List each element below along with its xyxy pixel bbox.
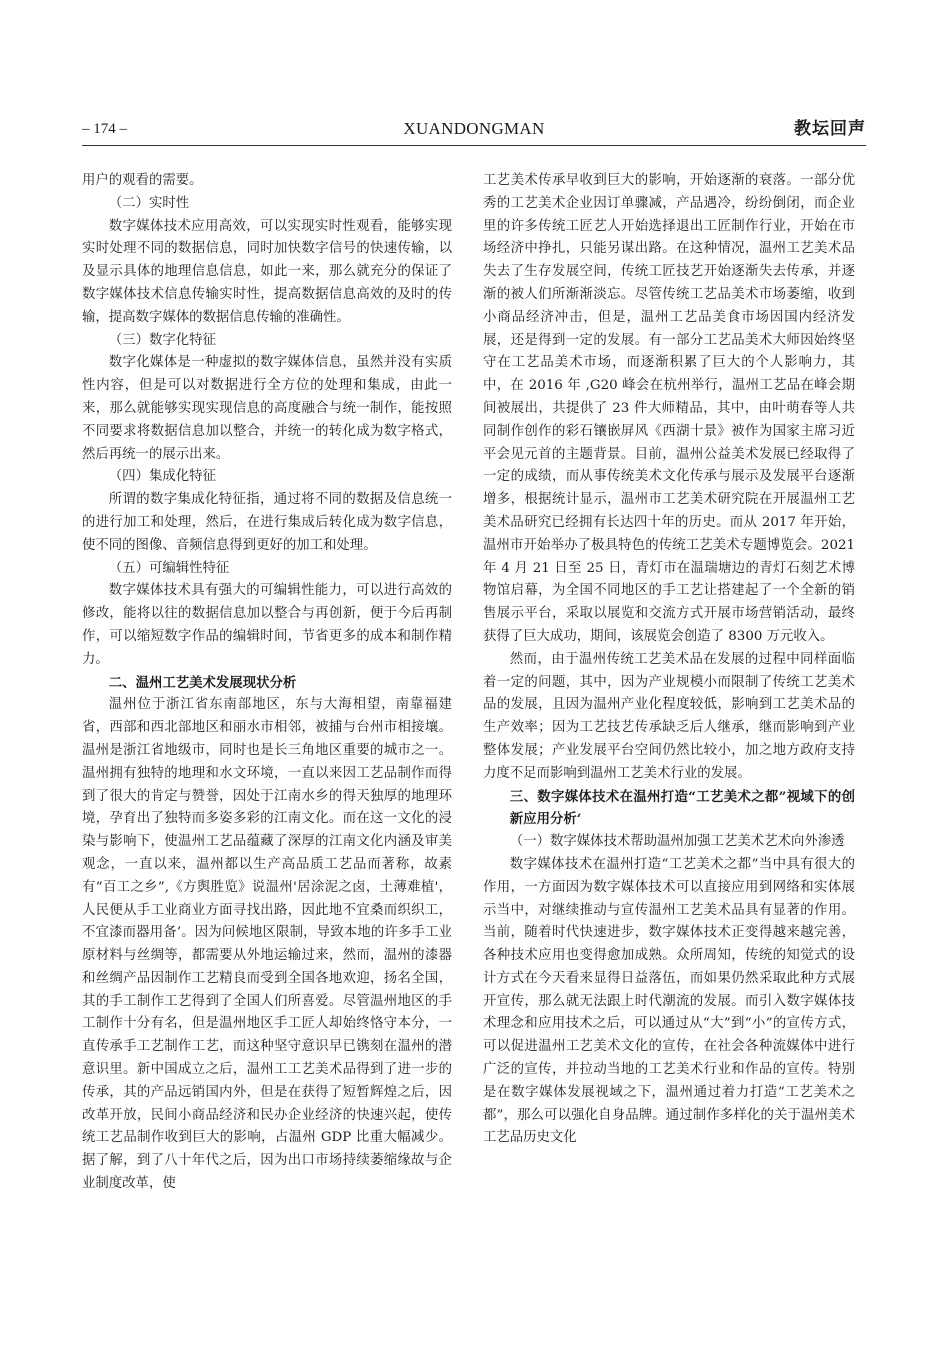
page-header (82, 118, 866, 144)
header-rule (82, 145, 866, 146)
right-column (483, 170, 855, 1150)
page-number: – 174 – (82, 121, 127, 137)
subheading-integration: （四）集成化特征 (108, 469, 216, 485)
subheading-realtime: （二）实时性 (108, 195, 190, 211)
paragraph: 数字化媒体是一种虚拟的数字媒体信息，虽然并没有实质性内容，但是可以对数据进行全方位的处理和集成，由此一来，那么就能够实现实现信息的高度融合与统一制作，能按照不同要求将数据信息加以整合，并统一的转化成为数字格式，然后再统一的展示出来。 (82, 355, 452, 462)
paragraph: 然而，由于温州传统工艺美术品在发展的过程中同样面临着一定的问题，其中，因为产业规模小而限制了传统工艺美术品的发展，且因为温州产业化程度较低，影响到工艺美术品的生产效率；因为工艺技艺传承缺乏后人继承，继而影响到产业整体发展；产业发展平台空间仍然比较小，加之地方政府支持力度不足而影响到温州工艺美术行业的发展。 (483, 651, 855, 781)
section-heading-2: 二、温州工艺美术发展现状分析 (108, 674, 297, 691)
paragraph: 工艺美术传承早收到巨大的影响，开始逐渐的衰落。一部分优秀的工艺美术企业因订单骤减，产品遇冷，纷纷倒闭，而企业里的许多传统工匠艺人开始选择退出工匠制作行业，开始在市场经济中挣扎，只能另谋出路。在这种情况，温州工艺美术品失去了生存发展空间，传统工匠技艺开始逐渐失去传承，并逐渐的被人们所渐渐淡忘。尽管传统工艺品美术市场萎缩，收到小商品经济冲击，但是，温州工艺品美食市场因国内经济发展，还是得到一定的发展。有一部分工艺品美术大师因始终坚守在工艺品美术市场，而逐渐积累了巨大的个人影响力，其中，在 2016 年 ,G20 峰会在杭州举行，温州工艺品在峰会期间被展出，共提供了 23 件大师精品，其中，由叶萌春等人共同制作创作的彩石镶嵌屏风《西湖十景》被作为国家主席习近平会见元首的主题背景。目前，温州公益美术发展已经取得了一定的成绩，而从事传统美术文化传承与展示及发展平台逐渐增多，根据统计显示，温州市工艺美术研究院在开展温州工艺美术品研究已经拥有长达四十年的历史。而从 2017 年开始，温州市开始举办了极具特色的传统工艺美术专题博览会。2021 年 4 月 21 日至 25 日，青灯市在温瑞塘边的青灯石刻艺术博物馆启幕，为全国不同地区的手工艺让搭建起了一个全新的销售展示平台，采取以展览和交流方式开展市场营销活动，最终获得了巨大成功，期间，该展览会创造了 8300 万元收入。 (483, 173, 855, 644)
subheading-digital: （三）数字化特征 (108, 332, 216, 348)
paragraph: 数字媒体技术应用高效，可以实现实时性观看，能够实现实时处理不同的数据信息，同时加快数字信号的快速传输，以及显示具体的地理信息信息，如此一来，那么就充分的保证了数字媒体技术信息传输实时性，提高数据信息高效的及时的传输，提高数字媒体的数据信息传输的准确性。 (82, 218, 452, 325)
paragraph: 温州位于浙江省东南部地区，东与大海相望，南靠福建省，西部和西北部地区和丽水市相邻，被捕与台州市相接壤。温州是浙江省地级市，同时也是长三角地区重要的城市之一。温州拥有独特的地理和水文环境，一直以来因工艺品制作而得到了很大的肯定与赞誉，因处于江南水乡的得天独厚的地理环境，孕育出了独特而多姿多彩的江南文化。而在这一文化的浸染与影响下，使温州工艺品蕴藏了深厚的江南文化内涵及审美观念，一直以来，温州都以生产高品质工艺品而著称，故素有“百工之乡”,《方舆胜览》说温州'居涂泥之卤，土薄难植'，人民便从手工业商业方面寻找出路，因此地不宜桑而织织工，不宜漆而器用备’。因为问候地区限制，导致本地的许多手工业原材料与丝绸等，都需要从外地运输过来，然而，温州的漆器和丝绸产品因制作工艺精良而受到全国各地欢迎，扬名全国，其的手工制作工艺得到了全国人们所喜爱。尽管温州地区的手工制作十分有名，但是温州地区手工匠人却始终恪守本分，一直传承手工艺制作工艺，而这种坚守意识早已镌刻在温州的潜意识里。新中国成立之后，温州工工艺美术品得到了进一步的传承，其的产品远销国内外，但是在获得了短暂辉煌之后，因改革开放，民间小商品经济和民办企业经济的快速兴起，使传统工艺品制作收到巨大的影响，占温州 GDP 比重大幅减少。据了解，到了八十年代之后，因为出口市场持续萎缩缘故与企业制度改革，使 (82, 697, 452, 1192)
paragraph: 所谓的数字集成化特征指，通过将不同的数据及信息统一的进行加工和处理，然后，在进行集成后转化成为数字信息，使不同的图像、音频信息得到更好的加工和处理。 (82, 492, 452, 553)
paragraph: 用户的观看的需要。 (82, 173, 203, 188)
left-column (82, 170, 452, 1196)
paragraph: 数字媒体技术在温州打造“工艺美术之都”当中具有很大的作用，一方面因为数字媒体技术可以直接应用到网络和实体展示当中，对继续推动与宣传温州工艺美术品具有显著的作用。当前，随着时代快速进步，数字媒体技术正变得越来越完善，各种技术应用也变得愈加成熟。众所周知，传统的知觉式的设计方式在今天看来显得日益落伍，而如果仍然采取此种方式展开宣传，那么就无法跟上时代潮流的发展。而引入数字媒体技术理念和应用技术之后，可以通过从“大”到“小”的宣传方式，可以促进温州工艺美术文化的宣传，在社会各种流媒体中进行广泛的宣传，并拉动当地的工艺美术行业和作品的宣传。特别是在数字媒体发展视域之下，温州通过着力打造“工艺美术之都”，那么可以强化自身品牌。通过制作多样化的关于温州美术工艺品历史文化 (483, 856, 855, 1146)
journal-name: XUANDONGMAN (403, 119, 545, 138)
paragraph: 数字媒体技术具有强大的可编辑性能力，可以进行高效的修改，能将以往的数据信息加以整合与再创新，便于今后再制作，可以缩短数字作品的编辑时间，节省更多的成本和制作精力。 (82, 583, 452, 667)
section-heading-3: 三、数字媒体技术在温州打造“工艺美术之都”视域下的创新应用分析‘ (509, 788, 855, 828)
section-title: 教坛回声 (794, 119, 866, 139)
subheading-editable: （五）可编辑性特征 (108, 560, 230, 576)
subheading-digital-media-outreach: （一）数字媒体技术帮助温州加强工艺美术艺术向外渗透 (509, 834, 845, 850)
